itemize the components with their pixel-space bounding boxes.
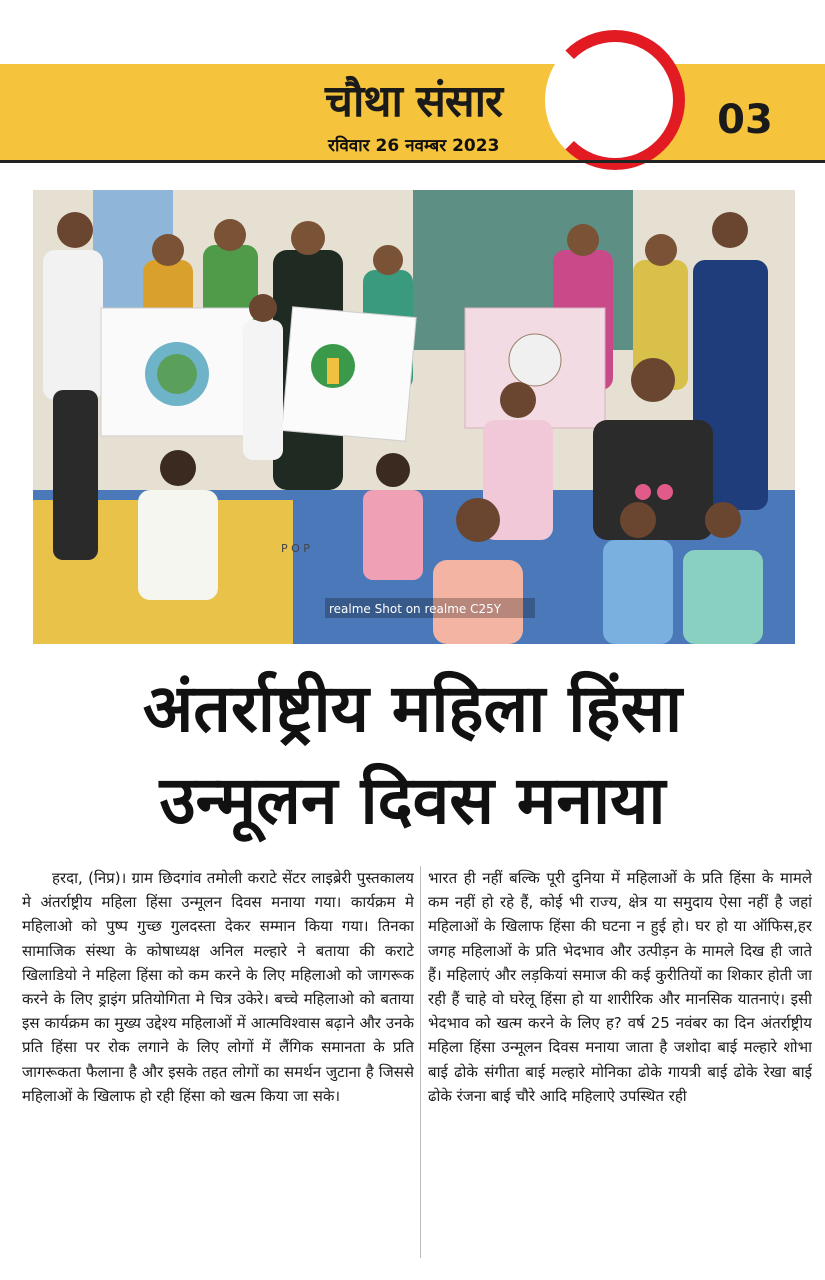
news-photo-illustration — [33, 190, 795, 644]
masthead-date: रविवार 26 नवम्बर 2023 — [328, 136, 500, 156]
news-photo — [33, 190, 795, 644]
headline-line-2: उन्मूलन दिवस मनाया — [159, 762, 666, 839]
article-column-left: हरदा, (निप्र)। ग्राम छिदगांव तमोली कराटे सेंटर लाइब्रेरी पुस्तकालय मे अंतर्राष्ट्रीय महिला हिंसा उन्मूलन दिवस मनाया गया। कार्यक्रम मे महिलाओ को पुष्प गुच्छ गुलदस्ता देकर सम्मान किया गया। तिनका सामाजिक संस्था के कोषाध्यक्ष अनिल मल्हारे ने बताया की कराटे खिलाडियो ने महिला हिंसा को कम करने के लिए महिलाओ को जागरूक करने के लिए ड्राइंग प्रतियोगिता मे चित्र उकेरे। बच्चे महिलाओ को बताया इस कार्यक्रम का मुख्य उद्देश्य महिलाओं में आत्मविश्वास बढ़ाने और उनके प्रति हिंसा पर रोक लगाने के लिए लोगों में लैंगिक समानता के प्रति जागरूकता फैलाना है और इसके तहत लोगों का समर्थन जुटाना है जिससे महिलाओं के खिलाफ हो रही हिंसा को खत्म किया जा सके। — [22, 869, 414, 1105]
page-number: 03 — [717, 97, 773, 143]
headline-line-1: अंतर्राष्ट्रीय महिला हिंसा — [142, 670, 683, 747]
poster-3 — [465, 308, 605, 428]
column-divider — [420, 866, 421, 1258]
poster-text: P O P — [281, 542, 310, 555]
masthead-logo: चौथा संसार — [325, 76, 503, 127]
article-column-right: भारत ही नहीं बल्कि पूरी दुनिया में महिलाओं के प्रति हिंसा के मामले कम नहीं हो रहे हैं, कोई भी राज्य, क्षेत्र या समुदाय ऐसा नहीं है जहां महिलाओं के खिलाफ हिंसा की घटना न हुई हो। घर हो या ऑफिस,हर जगह महिलाओं के प्रति भेदभाव और उत्पीड़न के मामले दिख ही जाते हैं। महिलाएं और लड़कियां समाज की कई कुरीतियों का शिकार होती जा रही हैं चाहे वो घरेलू हिंसा हो या शारीरिक और मानसिक यातनाएं। इसी भेदभाव को खत्म करने के लिए ह? वर्ष 25 नवंबर का दिन अंतर्राष्ट्रीय महिला हिंसा उन्मूलन दिवस मनाया जाता है जशोदा बाई मल्हारे शोभा बाई ढोके संगीता बाई मल्हारे मोनिका ढोके गायत्री बाई ढोके रेखा बाई ढोके रंजना बाई चौरे आदि महिलाऐ उपस्थित रही — [428, 869, 812, 1105]
camera-watermark: realme Shot on realme C25Y — [329, 602, 502, 616]
poster-1 — [101, 308, 253, 436]
masthead-divider — [0, 160, 825, 163]
poster-2 — [282, 307, 416, 441]
